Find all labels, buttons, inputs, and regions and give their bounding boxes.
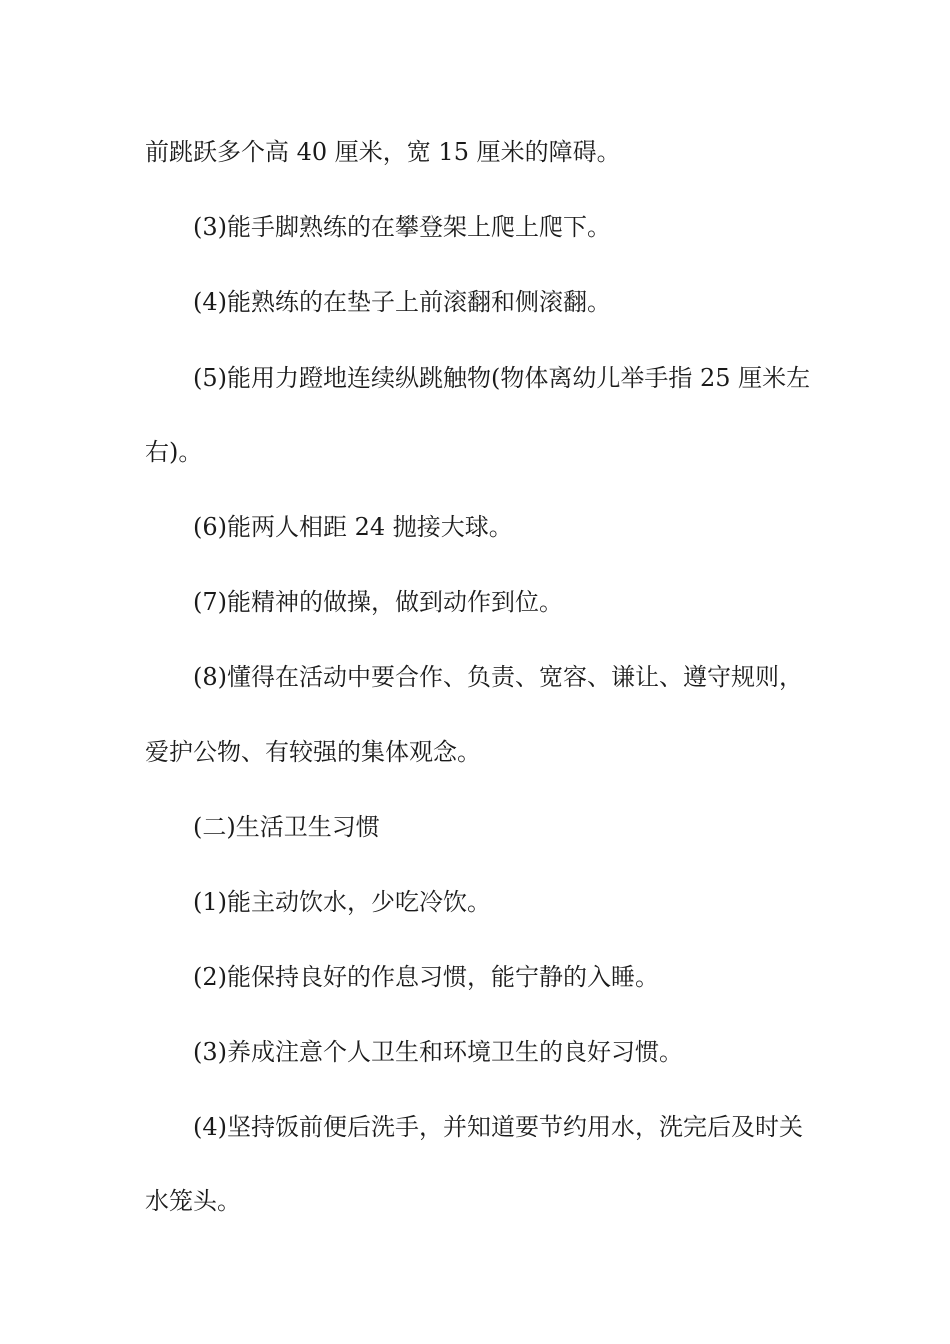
text-line: 右)。 — [145, 438, 203, 466]
text-line: 爱护公物、有较强的集体观念。 — [145, 738, 481, 766]
list-item-3: (3)能手脚熟练的在攀登架上爬上爬下。 — [193, 213, 611, 241]
list-item-4: (4)能熟练的在垫子上前滚翻和侧滚翻。 — [193, 288, 611, 316]
list-item-7: (7)能精神的做操，做到动作到位。 — [193, 588, 563, 616]
list-item-6: (6)能两人相距 24 抛接大球。 — [193, 513, 513, 541]
text-line: 水笼头。 — [145, 1187, 241, 1215]
list-item-1: (1)能主动饮水，少吃冷饮。 — [193, 888, 491, 916]
section-heading: (二)生活卫生习惯 — [193, 813, 380, 841]
list-item-5: (5)能用力蹬地连续纵跳触物(物体离幼儿举手指 25 厘米左 — [193, 364, 811, 392]
text-line: 前跳跃多个高 40 厘米，宽 15 厘米的障碍。 — [145, 138, 621, 166]
list-item-3: (3)养成注意个人卫生和环境卫生的良好习惯。 — [193, 1038, 683, 1066]
list-item-2: (2)能保持良好的作息习惯，能宁静的入睡。 — [193, 963, 659, 991]
list-item-8: (8)懂得在活动中要合作、负责、宽容、谦让、遵守规则， — [193, 663, 803, 691]
list-item-4: (4)坚持饭前便后洗手，并知道要节约用水，洗完后及时关 — [193, 1113, 803, 1141]
